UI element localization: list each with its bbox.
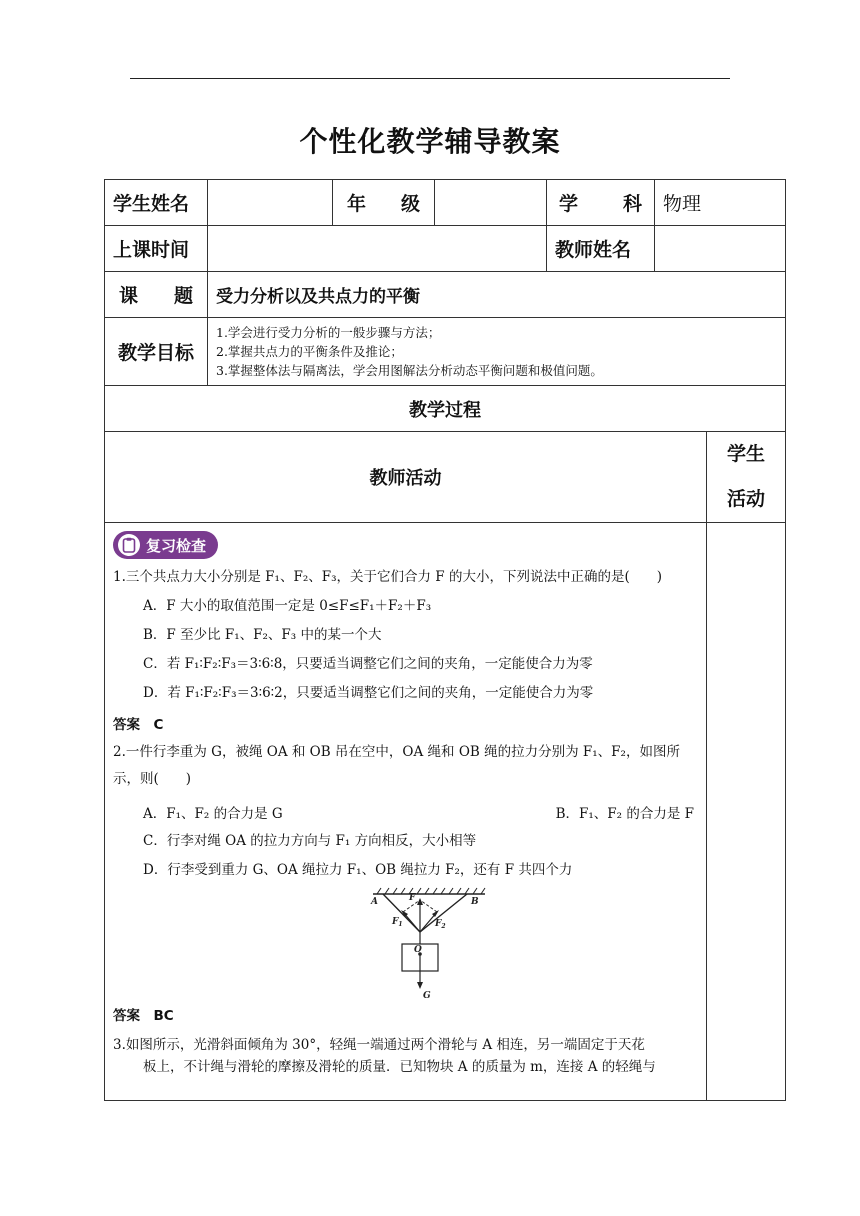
row-student-info	[105, 180, 786, 226]
subject-label-char-2: 科	[622, 193, 642, 215]
subject-label-char-1: 学	[559, 193, 579, 215]
student-activity-heading-line-2: 活动	[727, 488, 766, 510]
grade-value[interactable]	[435, 180, 547, 226]
label-f2: $F_2$	[435, 919, 446, 930]
label-f: F	[409, 893, 416, 903]
student-name-value[interactable]	[208, 180, 333, 226]
row-goals	[105, 318, 786, 386]
question-1-option-c: C．若 F₁∶F₂∶F₃＝3∶6∶8，只要适当调整它们之间的夹角，一定能使合力为零	[143, 656, 593, 672]
grade-label	[333, 180, 435, 226]
goal-item: 1.学会进行受力分析的一般步骤与方法；	[216, 325, 441, 340]
label-a: A	[371, 897, 378, 907]
goals-list	[208, 318, 786, 386]
topic-value: 受力分析以及共点力的平衡	[208, 272, 786, 318]
class-time-label: 上课时间	[105, 226, 208, 272]
question-2-stem: 2.一件行李重为 G，被绳 OA 和 OB 吊在空中，OA 绳和 OB 绳的拉力分别为 F₁、F₂，如图所示，则( )	[113, 744, 680, 787]
question-2-option-a: A．F₁、F₂ 的合力是 G	[143, 806, 283, 822]
luggage-force-diagram	[363, 886, 493, 998]
row-topic	[105, 272, 786, 318]
question-1-option-b: B．F 至少比 F₁、F₂、F₃ 中的某一个大	[143, 627, 382, 643]
row-class-time	[105, 226, 786, 272]
class-time-value[interactable]	[208, 226, 547, 272]
clipboard-icon	[118, 534, 140, 556]
document-title: 个性化教学辅导教案	[299, 125, 561, 158]
question-1-stem: 1.三个共点力大小分别是 F₁、F₂、F₃，关于它们合力 F 的大小，下列说法中正确的是( )	[113, 569, 662, 585]
grade-label-char-1: 年	[347, 193, 367, 215]
row-process	[105, 386, 786, 432]
question-3-stem-line-2: 板上，不计绳与滑轮的摩擦及滑轮的质量．已知物块 A 的质量为 m，连接 A 的轻绳与	[143, 1059, 656, 1075]
student-activity-content	[707, 523, 786, 1101]
question-2-option-c: C．行李对绳 OA 的拉力方向与 F₁ 方向相反，大小相等	[143, 833, 477, 849]
gravity-head	[417, 982, 423, 989]
goal-item: 3.掌握整体法与隔离法，学会用图解法分析动态平衡问题和极值问题。	[216, 363, 603, 378]
teacher-name-value[interactable]	[655, 226, 786, 272]
grade-label-char-2: 级	[400, 193, 420, 215]
teacher-name-label: 教师姓名	[547, 226, 655, 272]
process-heading: 教学过程	[105, 386, 786, 432]
question-1-option-d: D．若 F₁∶F₂∶F₃＝3∶6∶2，只要适当调整它们之间的夹角，一定能使合力为零	[143, 685, 594, 701]
subject-value[interactable]: 物理	[655, 180, 786, 226]
force-f-head	[417, 898, 423, 905]
lesson-plan-table	[104, 179, 786, 1101]
label-g: G	[423, 991, 431, 998]
question-2-answer: 答案 BC	[113, 1008, 174, 1024]
topic-label-char-2: 题	[173, 285, 193, 307]
topic-label-char-1: 课	[119, 285, 139, 307]
student-name-label: 学生姓名	[105, 180, 208, 226]
label-f1: $F_1$	[392, 917, 403, 928]
question-2-options-ab	[143, 802, 694, 822]
topic-label	[105, 272, 208, 318]
question-1-option-a: A．F 大小的取值范围一定是 0≤F≤F₁＋F₂＋F₃	[143, 598, 432, 614]
teacher-activity-heading: 教师活动	[105, 432, 707, 523]
ceiling-hatch	[377, 888, 485, 894]
student-activity-heading	[707, 432, 786, 523]
parallelogram-right	[420, 900, 437, 912]
goal-item: 2.掌握共点力的平衡条件及推论；	[216, 344, 403, 359]
label-o: O	[414, 945, 422, 955]
subject-label	[547, 180, 655, 226]
question-2-option-d: D．行李受到重力 G、OA 绳拉力 F₁、OB 绳拉力 F₂，还有 F 共四个力	[143, 862, 573, 878]
student-activity-heading-line-1: 学生	[727, 443, 766, 465]
header-rule	[130, 78, 730, 79]
question-3-stem-line-1: 3.如图所示，光滑斜面倾角为 30°，轻绳一端通过两个滑轮与 A 相连，另一端固定于天花	[113, 1037, 645, 1053]
teacher-activity-content	[105, 523, 707, 1101]
row-activity-headers	[105, 432, 786, 523]
label-b: B	[471, 897, 479, 907]
review-check-badge	[113, 531, 218, 559]
review-check-label: 复习检查	[146, 536, 207, 555]
goals-label: 教学目标	[105, 318, 208, 386]
question-2-option-b: B．F₁、F₂ 的合力是 F	[555, 806, 694, 822]
row-content	[105, 523, 786, 1101]
question-1-answer: 答案 C	[113, 717, 164, 733]
